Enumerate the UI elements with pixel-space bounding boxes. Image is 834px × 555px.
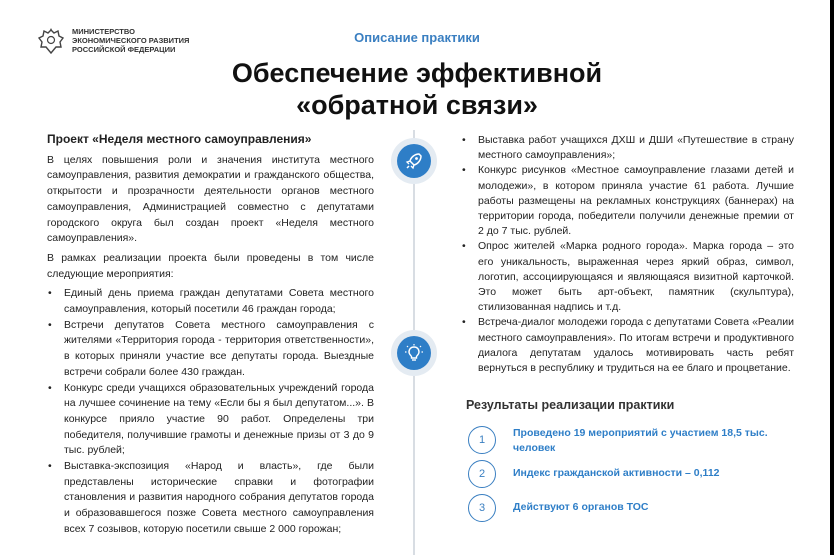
list-item: • Выставка работ учащихся ДХШ и ДШИ «Путешествие в страну местного самоуправления»; (461, 133, 794, 163)
page-title (0, 57, 830, 121)
events-intro: В рамках реализации проекта были проведены в том числе следующие мероприятия: (47, 251, 374, 280)
rocket-icon (404, 151, 424, 171)
list-item: • Опрос жителей «Марка родного города». Марка города – это его уникальность, выраженная через яркий образ, символ, логотип, ассоциирующаяся и являющаяся визитной карточкой. Это может быть арт-объект, памятник (скульптура), стилизованная надпись и т.д. (461, 239, 794, 315)
list-item: • Встреча-диалог молодежи города с депутатами Совета «Реалии местного самоуправления». По итогам встречи и продуктивного диалога депутатам удалось мотивировать часть ребят вернуться в республику и трудиться на ее благо и процветание. (461, 315, 794, 376)
result-text: Проведено 19 мероприятий с участием 18,5 тыс. человек (513, 427, 768, 454)
title-line-2: «обратной связи» (296, 90, 538, 120)
results-heading: Результаты реализации практики (466, 398, 675, 412)
events-list-continued (461, 133, 794, 376)
lightbulb-badge (397, 336, 431, 370)
project-description: В целях повышения роли и значения института местного самоуправления, развития демократии и гражданского общества, открытости и прозрачности деятельности органов местного самоуправления, Администрацией совместно с депутатами городского округа был создан проект «Неделя местного самоуправления». (47, 153, 374, 245)
result-text: Индекс гражданской активности – 0,112 (513, 467, 720, 479)
list-item: • Выставка-экспозиция «Народ и власть», где были представлены исторические справки и фотографии становления и развития народного собрания депутатов города и образовавшегося позже Совета местного самоуправления всех 7 созывов, которую посетили свыше 2 000 горожан; (47, 459, 374, 538)
list-item: • Конкурс рисунков «Местное самоуправление глазами детей и молодежи», в котором приняла участие 61 работа. Лучшие работы размещены на рекламных конструкциях (баннерах) на территории города, победители получили денежные премии от 2 до 7 тыс. рублей. (461, 163, 794, 239)
lightbulb-icon (404, 343, 424, 363)
ministry-line-3: РОССИЙСКОЙ ФЕДЕРАЦИИ (72, 45, 176, 54)
rocket-badge (397, 144, 431, 178)
ministry-line-2: ЭКОНОМИЧЕСКОГО РАЗВИТИЯ (72, 36, 190, 45)
right-column (461, 133, 794, 376)
list-item: • Единый день приема граждан депутатами Совета местного самоуправления, который посетили 46 граждан города; (47, 286, 374, 317)
section-label: Описание практики (354, 30, 480, 45)
list-item: • Конкурс среди учащихся образовательных учреждений города на лучшее сочинение на тему «Если бы я был депутатом...». В конкурсе прияло участие 90 работ. Определены три победителя, получившие грамоты и денежные призы от 3 до 9 тыс. рублей; (47, 381, 374, 460)
events-list (47, 286, 374, 537)
result-text: Действуют 6 органов ТОС (513, 501, 649, 513)
result-number: 3 (468, 494, 496, 522)
left-column (47, 132, 374, 538)
result-number: 1 (468, 426, 496, 454)
result-number: 2 (468, 460, 496, 488)
title-line-1: Обеспечение эффективной (231, 58, 603, 88)
project-heading: Проект «Неделя местного самоуправления» (47, 132, 312, 146)
ministry-line-1: МИНИСТЕРСТВО (72, 27, 135, 36)
list-item: • Встречи депутатов Совета местного самоуправления с жителями «Территория города - территория ответственности», в которых приняли участие все депутаты города. Выездные встречи собрали более 430 граждан. (47, 318, 374, 381)
